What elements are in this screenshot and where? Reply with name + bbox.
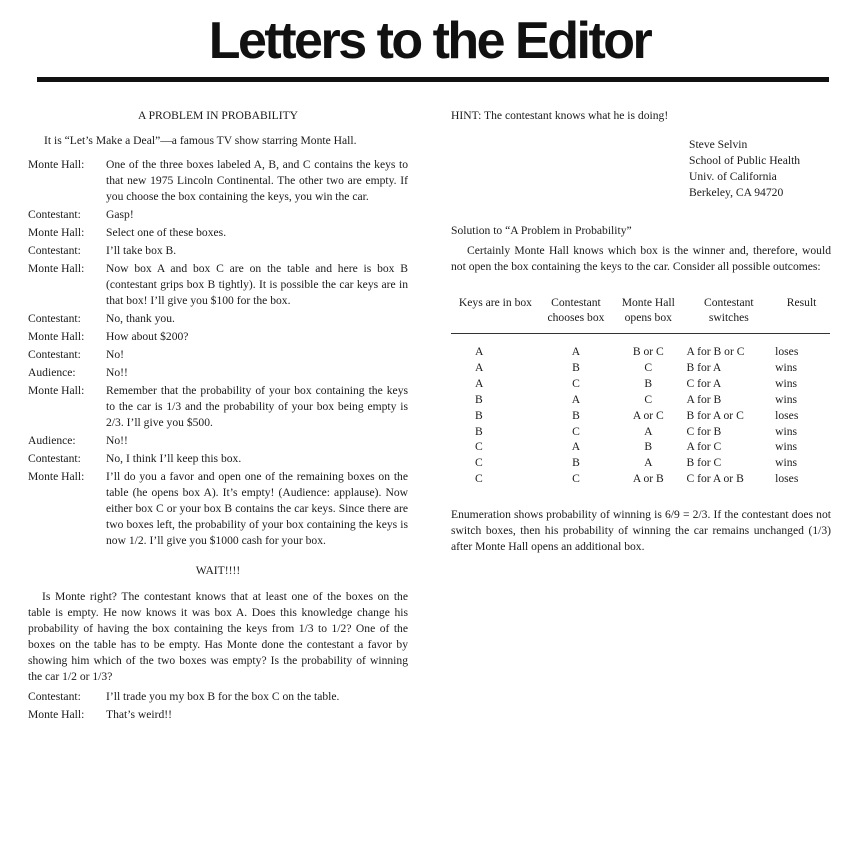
dialogue-line (28, 365, 408, 381)
cell-keys: B (475, 392, 483, 406)
table-row (451, 455, 830, 471)
cell-opens: C (644, 360, 653, 374)
speech-text: I’ll trade you my box B for the box C on the table. (106, 690, 340, 703)
table-row (451, 471, 830, 487)
speech-text: No, thank you. (106, 312, 175, 325)
hint-text: HINT: The contestant knows what he is doing! (451, 109, 669, 122)
cell-result: wins (775, 360, 798, 374)
table-row (451, 408, 830, 424)
speech-text: Select one of these boxes. (106, 226, 227, 239)
speaker-label: Monte Hall: (28, 470, 85, 483)
speaker-label: Monte Hall: (28, 262, 85, 275)
cell-result: wins (775, 424, 798, 438)
cell-opens: C (644, 392, 653, 406)
dialogue-line (28, 451, 408, 467)
speech-text: One of the three boxes labeled A, B, and C contains the keys to that new 1975 Lincoln Continental. The other two are empty. If you choose the box containing the keys, you win the car. (106, 158, 408, 203)
cell-keys: A (475, 376, 484, 390)
table-header-row (451, 291, 830, 334)
dialogue-line (28, 469, 408, 549)
cell-keys: C (475, 472, 483, 486)
cell-chooses: A (571, 440, 581, 454)
wait-heading: WAIT!!!! (195, 564, 241, 577)
cell-opens: A (644, 424, 653, 438)
cell-opens: A (644, 456, 653, 470)
cell-result: wins (775, 456, 798, 470)
dialogue-line (28, 689, 408, 705)
cell-switches: B for C (686, 456, 722, 470)
speech-text: How about $200? (106, 330, 189, 343)
cell-chooses: B (572, 408, 580, 422)
speech-text: Remember that the probability of your box containing the keys to the car is 1/3 and the probability of your box being empty is 2/3. I’ll give you $500. (106, 384, 408, 429)
table-body (451, 334, 830, 488)
table-row (451, 360, 830, 376)
enumeration-paragraph: Enumeration shows probability of winning is 6/9 = 2/3. If the contestant does not switch boxes, then his probability of winning the car remains unchanged (1/3) after Monte Hall opens an additional box. (451, 508, 831, 554)
cell-keys: C (475, 440, 483, 454)
speaker-label: Monte Hall: (28, 158, 85, 171)
header-switches: Contestant switches (684, 291, 773, 334)
cell-chooses: A (571, 392, 581, 406)
signature-address: Berkeley, CA 94720 (689, 186, 784, 199)
header-opens: Monte Hall opens box (612, 291, 684, 334)
speech-text: No!! (106, 434, 128, 447)
cell-switches: B for A or C (686, 408, 744, 422)
cell-keys: C (475, 456, 483, 470)
dialogue-line (28, 329, 408, 345)
table-row (451, 392, 830, 408)
cell-switches: C for A (686, 376, 722, 390)
speaker-label: Contestant: (28, 244, 81, 257)
dialogue-line (28, 347, 408, 363)
cell-result: loses (775, 408, 799, 422)
header-result: Result (773, 291, 830, 334)
question-paragraph: Is Monte right? The contestant knows that at least one of the boxes on the table is empty. He now knows it was box A. Does this knowledge change his probability of having the box containing the keys from 1/3 to 1/2? One of the boxes on the table has to be empty. Has Monte done the contestant a favor by showing him which of the two boxes was empty? Is the probability of winning the car 1/2 or 1/3? (28, 590, 408, 683)
article-heading: A PROBLEM IN PROBABILITY (137, 109, 299, 122)
cell-result: wins (775, 440, 798, 454)
outcomes-table (451, 291, 830, 487)
speaker-label: Monte Hall: (28, 330, 85, 343)
dialogue-line (28, 707, 408, 723)
signature-name: Steve Selvin (689, 138, 748, 151)
masthead-title: Letters to the Editor (208, 12, 651, 70)
speaker-label: Monte Hall: (28, 384, 85, 397)
signature-univ: Univ. of California (689, 170, 777, 183)
dialogue-line (28, 383, 408, 431)
dialogue-line (28, 243, 408, 259)
cell-chooses: C (572, 472, 580, 486)
table-row (451, 424, 830, 440)
cell-chooses: B (572, 360, 580, 374)
table-row (451, 334, 830, 360)
cell-switches: C for A or B (686, 472, 744, 486)
speech-text: I’ll do you a favor and open one of the remaining boxes on the table (he opens box A). It’s empty! (Audience: applause). Now either box C or your box B contains the car keys. Since there are two boxes left, the probability of your box containing the keys is now 1/2. I’ll give you $1000 cash for your box. (106, 470, 408, 547)
masthead-rule (37, 77, 829, 82)
signature-block (689, 137, 831, 201)
signature-dept: School of Public Health (689, 154, 801, 167)
speech-text: That’s weird!! (106, 708, 172, 721)
cell-result: loses (775, 345, 799, 358)
speech-text: No!! (106, 366, 128, 379)
cell-opens: B or C (632, 345, 664, 358)
cell-keys: B (475, 424, 483, 438)
speaker-label: Audience: (28, 366, 76, 379)
cell-keys: A (475, 360, 484, 374)
speech-text: I’ll take box B. (106, 244, 177, 257)
right-column (451, 108, 831, 555)
table-row (451, 439, 830, 455)
solution-paragraph: Certainly Monte Hall knows which box is the winner and, therefore, would not open the box containing the keys to the car. Consider all possible outcomes: (451, 244, 831, 273)
dialogue-line (28, 157, 408, 205)
speaker-label: Contestant: (28, 348, 81, 361)
intro-paragraph: It is “Let’s Make a Deal”—a famous TV show starring Monte Hall. (44, 134, 357, 147)
left-column (28, 108, 408, 725)
speaker-label: Audience: (28, 434, 76, 447)
cell-chooses: A (571, 345, 581, 358)
dialogue-line (28, 225, 408, 241)
dialogue-line (28, 261, 408, 309)
cell-switches: B for A (686, 360, 722, 374)
speaker-label: Contestant: (28, 690, 81, 703)
dialogue (28, 157, 408, 549)
cell-chooses: B (572, 456, 580, 470)
table-row (451, 376, 830, 392)
cell-opens: A or B (632, 472, 664, 486)
speech-text: No! (106, 348, 125, 361)
speech-text: Gasp! (106, 208, 134, 221)
cell-opens: A or C (632, 408, 664, 422)
cell-result: wins (775, 376, 798, 390)
speaker-label: Contestant: (28, 452, 81, 465)
cell-keys: A (475, 345, 484, 358)
cell-chooses: C (572, 376, 580, 390)
cell-switches: C for B (686, 424, 722, 438)
cell-keys: B (475, 408, 483, 422)
closing-dialogue (28, 689, 408, 723)
dialogue-line (28, 311, 408, 327)
solution-title: Solution to “A Problem in Probability” (451, 224, 632, 237)
cell-chooses: C (572, 424, 580, 438)
speaker-label: Monte Hall: (28, 708, 85, 721)
speech-text: Now box A and box C are on the table and here is box B (contestant grips box B tightly). It is possible the car keys are in that box! I’ll give you $100 for the box. (106, 262, 408, 307)
cell-result: loses (775, 472, 799, 486)
dialogue-line (28, 433, 408, 449)
header-chooses: Contestant chooses box (540, 291, 612, 334)
cell-opens: B (644, 440, 653, 454)
cell-switches: A for C (686, 440, 722, 454)
speech-text: No, I think I’ll keep this box. (106, 452, 242, 465)
speaker-label: Contestant: (28, 208, 81, 221)
cell-switches: A for B (686, 392, 722, 406)
header-keys: Keys are in box (451, 291, 540, 334)
speaker-label: Monte Hall: (28, 226, 85, 239)
dialogue-line (28, 207, 408, 223)
speaker-label: Contestant: (28, 312, 81, 325)
cell-opens: B (644, 376, 653, 390)
cell-result: wins (775, 392, 798, 406)
cell-switches: A for B or C (686, 345, 745, 358)
